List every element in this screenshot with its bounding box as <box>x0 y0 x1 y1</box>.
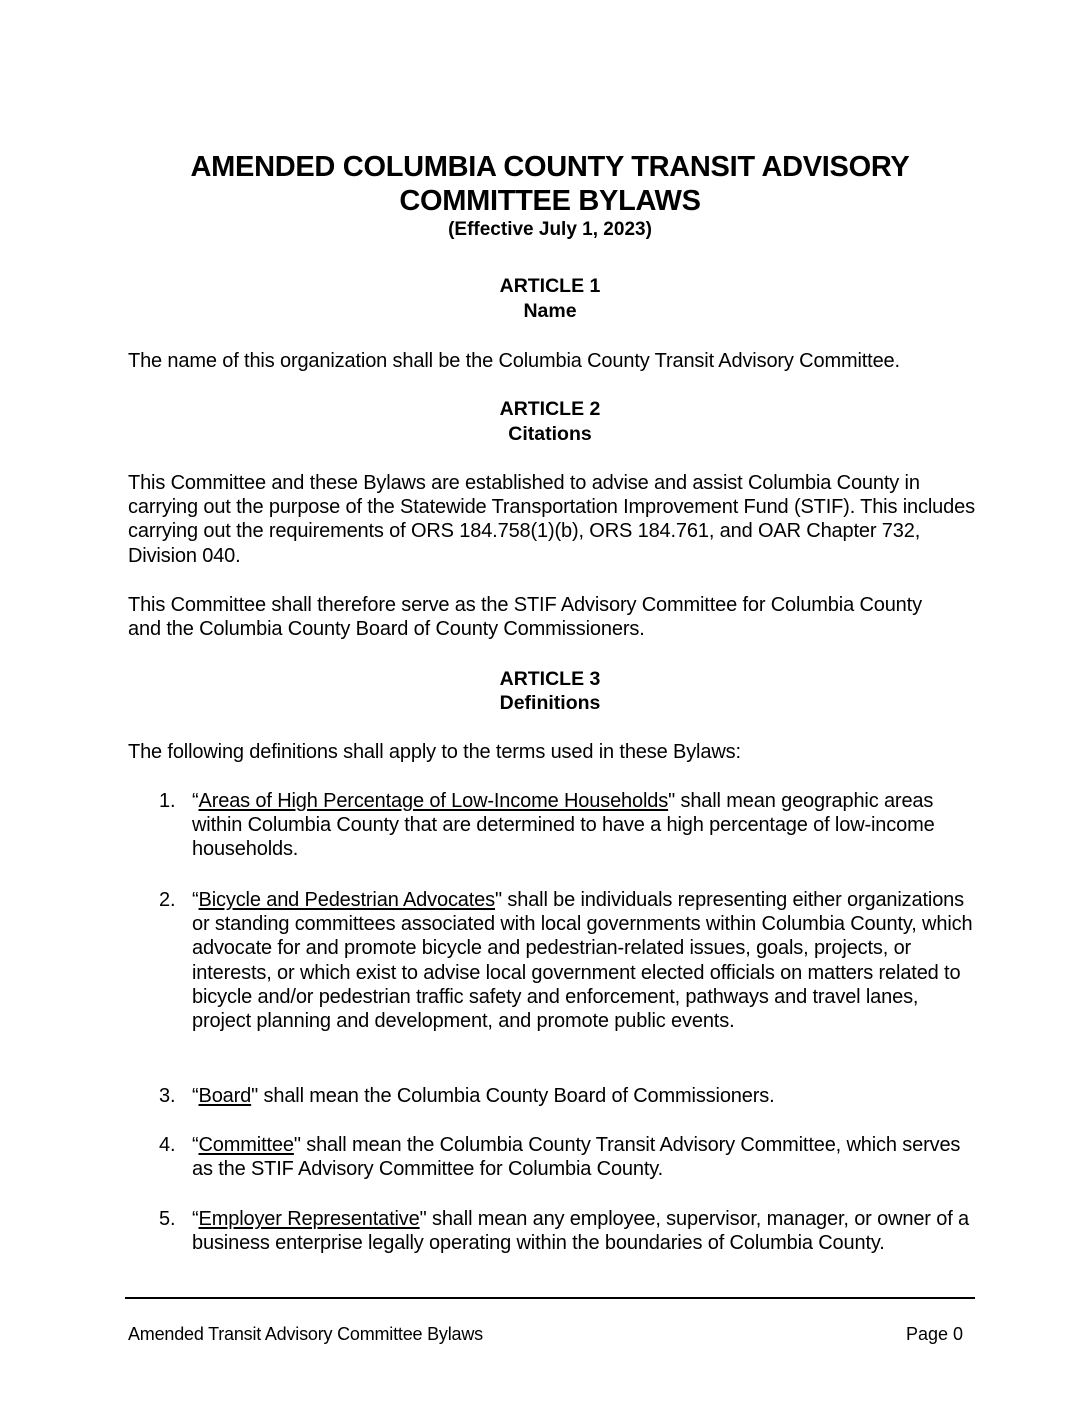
definition-body <box>192 1084 989 1108</box>
definition-body <box>192 1133 979 1181</box>
definition-body <box>192 888 979 1033</box>
article-2-paragraph-1: This Committee and these Bylaws are established to advise and assist Columbia County in carrying out the purpose of the Statewide Transportation Improvement Fund (STIF). This includes carrying out the requirements of ORS 184.758(1)(b), ORS 184.761, and OAR Chapter 732, Division 040. <box>128 472 975 567</box>
definition-number: 1. <box>159 790 176 812</box>
definition-text: " shall be individuals representing either organizations or standing committees associated with local governments within Columbia County, which advocate for and promote bicycle and pedestrian-related issues, goals, projects, or interests, or which exist to advise local government elected officials on matters related to bicycle and/or pedestrian traffic safety and enforcement, pathways and travel lanes, project planning and development, and promote public events. <box>192 889 973 1033</box>
definition-term: Board <box>198 1085 252 1107</box>
document-title-line-2: COMMITTEE BYLAWS <box>399 185 701 217</box>
definition-body <box>192 789 949 862</box>
article-2-paragraph-2: This Committee shall therefore serve as the STIF Advisory Committee for Columbia County and the Columbia County Board of County Commissioners. <box>128 594 922 641</box>
article-1-number: ARTICLE 1 <box>499 275 601 297</box>
footer-divider <box>125 1297 975 1299</box>
definition-number: 3. <box>159 1085 176 1107</box>
article-3-intro: The following definitions shall apply to the terms used in these Bylaws: <box>128 741 741 763</box>
definition-item <box>159 888 979 1033</box>
definition-term: Employer Representative <box>198 1208 420 1230</box>
definition-number: 5. <box>159 1208 176 1230</box>
definition-item <box>159 789 949 862</box>
definition-number: 2. <box>159 889 176 911</box>
article-3-heading: Definitions <box>499 692 601 714</box>
article-2-number: ARTICLE 2 <box>499 398 601 420</box>
definition-text: " shall mean any employee, supervisor, manager, or owner of a business enterprise legally operating within the boundaries of Columbia County. <box>192 1208 969 1255</box>
article-3-number: ARTICLE 3 <box>499 668 601 690</box>
definition-body <box>192 1207 984 1255</box>
article-2-heading: Citations <box>508 423 592 445</box>
article-1-heading: Name <box>523 300 577 322</box>
definition-text: " shall mean the Columbia County Transit Advisory Committee, which serves as the STIF Advisory Committee for Columbia County. <box>192 1134 961 1181</box>
definition-term: Areas of High Percentage of Low-Income Households <box>198 790 669 812</box>
definition-item <box>159 1084 989 1108</box>
definition-number: 4. <box>159 1134 176 1156</box>
definition-text: " shall mean geographic areas within Columbia County that are determined to have a high percentage of low-income households. <box>192 790 935 861</box>
definition-text: " shall mean the Columbia County Board of Commissioners. <box>251 1085 775 1107</box>
open-quote: “ <box>192 1208 199 1230</box>
definition-term: Committee <box>198 1134 294 1156</box>
effective-date: (Effective July 1, 2023) <box>448 219 652 240</box>
definition-item <box>159 1207 984 1255</box>
open-quote: “ <box>192 1134 199 1156</box>
footer-page-number: Page 0 <box>905 1324 963 1344</box>
footer-document-name: Amended Transit Advisory Committee Bylaws <box>128 1324 483 1344</box>
open-quote: “ <box>192 1085 199 1107</box>
open-quote: “ <box>192 889 199 911</box>
article-1-paragraph: The name of this organization shall be the Columbia County Transit Advisory Committee. <box>128 350 900 372</box>
definition-item <box>159 1133 979 1181</box>
document-title-line-1: AMENDED COLUMBIA COUNTY TRANSIT ADVISORY <box>190 151 910 183</box>
open-quote: “ <box>192 790 199 812</box>
definition-term: Bicycle and Pedestrian Advocates <box>198 889 496 911</box>
